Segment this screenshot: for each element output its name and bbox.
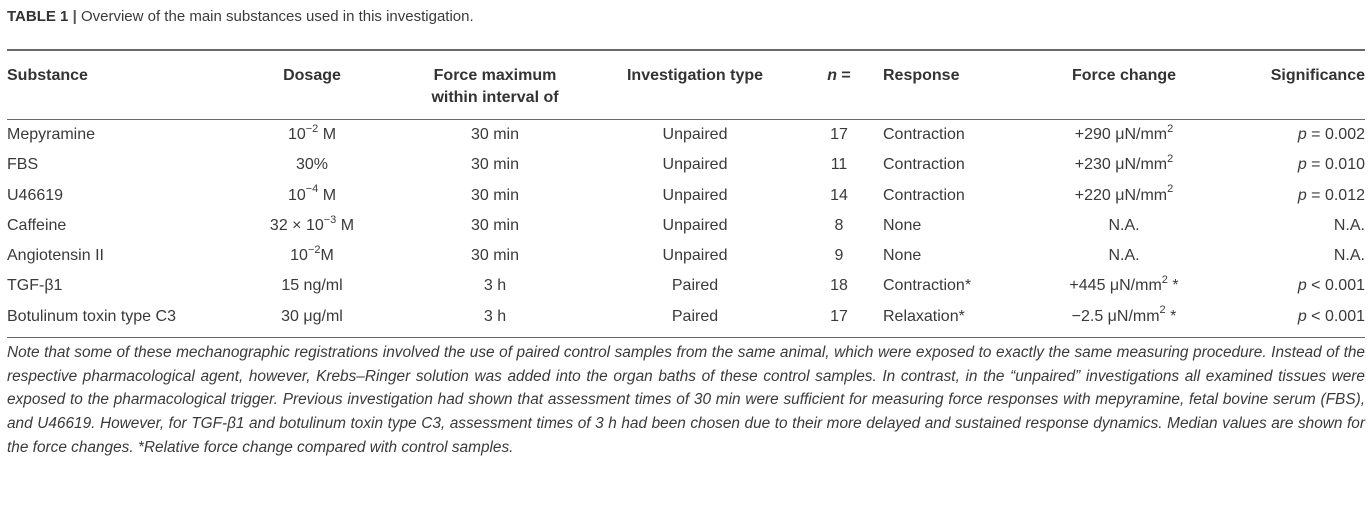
substance-text: Mepyramine [7,126,96,143]
substances-table [7,51,1365,332]
cell-dosage [229,271,395,301]
cell-force-change [1025,211,1223,241]
n-text: 11 [830,156,848,174]
n-text: 14 [830,186,848,204]
significance-value: = 0.010 [1306,156,1365,174]
table-row [7,211,1365,241]
cell-force-change [1025,302,1223,332]
cell-interval [395,211,595,241]
header-n-letter: n [827,67,837,84]
cell-dosage [229,302,395,332]
dosage-base: 10 [287,126,306,143]
dosage-suffix: M [336,216,355,234]
cell-significance [1223,271,1365,301]
header-force-maximum [395,51,595,120]
force-exponent: 2 [1167,152,1174,165]
cell-interval [395,150,595,180]
cell-substance [7,241,229,271]
cell-response [883,302,1025,332]
cell-investigation-type [595,271,795,301]
significance-p: p [1297,186,1307,204]
header-dosage: Dosage [283,67,341,84]
cell-response [883,150,1025,180]
cell-substance [7,181,229,211]
caption-text: Overview of the main substances used in this investigation. [80,8,474,25]
significance-value: < 0.001 [1306,307,1365,325]
dosage-suffix: M [318,186,337,204]
header-force-change: Force change [1071,67,1177,84]
force-exponent: 2 [1167,183,1174,196]
substance-text: TGF-β1 [7,277,63,295]
header-investigation-type: Investigation type [626,67,764,84]
n-text: 9 [834,247,844,265]
cell-significance [1223,150,1365,180]
dosage-exponent: −4 [305,183,319,196]
force-exponent: 2 [1159,304,1166,317]
type-text: Unpaired [662,126,728,143]
force-main: +230 μN/mm [1074,156,1168,174]
table-row [7,241,1365,271]
table-row [7,150,1365,180]
force-main: +220 μN/mm [1074,186,1168,204]
significance-p: p [1297,126,1307,143]
interval-text: 30 min [470,247,520,265]
cell-significance [1223,241,1365,271]
cell-force-change [1025,150,1223,180]
dosage-base: 30 μg/ml [281,307,343,325]
substance-text: Botulinum toxin type C3 [7,307,176,325]
cell-n [795,271,883,301]
cell-force-change [1025,181,1223,211]
caption-separator: | [72,8,77,25]
table-body [7,120,1365,333]
cell-n [795,211,883,241]
header-significance: Significance [1270,67,1365,84]
substance-text: FBS [7,156,39,174]
dosage-exponent: −3 [323,213,337,226]
cell-investigation-type [595,181,795,211]
dosage-exponent: −2 [305,122,319,135]
cell-investigation-type [595,241,795,271]
cell-investigation-type [595,120,795,150]
n-text: 18 [830,277,848,295]
substance-text: U46619 [7,186,64,204]
cell-dosage [229,241,395,271]
cell-interval [395,271,595,301]
significance-p: p [1297,277,1307,295]
header-response: Response [883,67,960,84]
cell-force-change [1025,241,1223,271]
response-text: Contraction [883,126,965,143]
table-row [7,271,1365,301]
cell-dosage [229,120,395,150]
significance-value: = 0.012 [1306,186,1365,204]
significance-p: p [1297,156,1307,174]
cell-force-change [1025,271,1223,301]
bottom-rule [7,337,1365,338]
interval-text: 30 min [470,216,520,234]
cell-substance [7,211,229,241]
table-row [7,181,1365,211]
significance-value: N.A. [1333,216,1365,234]
dosage-exponent: −2 [307,243,321,256]
type-text: Unpaired [662,186,728,204]
cell-investigation-type [595,211,795,241]
type-text: Unpaired [662,247,728,265]
significance-value: < 0.001 [1306,277,1365,295]
cell-interval [395,120,595,150]
cell-response [883,181,1025,211]
interval-text: 3 h [483,307,507,325]
response-text: Contraction* [883,277,972,295]
dosage-base: 32 × 10 [269,216,324,234]
header-force-maximum-line2: within interval of [431,89,559,106]
table-caption [7,6,1365,28]
response-text: Contraction [883,186,965,204]
cell-response [883,211,1025,241]
cell-substance [7,302,229,332]
table-row [7,120,1365,150]
cell-interval [395,302,595,332]
header-force-maximum-line1: Force maximum [433,67,557,84]
cell-substance [7,271,229,301]
response-text: None [883,247,922,265]
cell-n [795,241,883,271]
significance-p: p [1297,307,1307,325]
cell-dosage [229,150,395,180]
response-text: None [883,216,922,234]
substance-text: Angiotensin II [7,247,104,265]
force-main: +445 μN/mm [1069,277,1162,295]
cell-substance [7,150,229,180]
table-label: TABLE 1 [7,8,69,25]
response-text: Contraction [883,156,965,174]
cell-n [795,302,883,332]
cell-n [795,181,883,211]
dosage-base: 10 [287,186,306,204]
force-main: N.A. [1108,216,1140,234]
cell-significance [1223,181,1365,211]
response-text: Relaxation* [883,307,965,325]
force-main: −2.5 μN/mm [1071,307,1160,325]
interval-text: 30 min [470,156,520,174]
substance-text: Caffeine [7,216,67,234]
interval-text: 30 min [470,126,520,143]
cell-interval [395,241,595,271]
cell-n [795,150,883,180]
interval-text: 3 h [483,277,507,295]
cell-dosage [229,211,395,241]
header-substance: Substance [7,67,88,84]
type-text: Unpaired [662,216,728,234]
significance-value: = 0.002 [1306,126,1365,143]
table-figure [7,6,1365,460]
type-text: Paired [671,307,719,325]
table-footnote: Note that some of these mechanographic registrations involved the use of paired control samples from the same animal, which were exposed to exactly the same measuring procedure. Instead of the respective pharmacological agent, however, Krebs–Ringer solution was added into the organ baths of these control samples. In contrast, in the “unpaired” investigations all examined tissues were exposed to the pharmacological trigger. Previous investigation had shown that assessment times of 30 min were sufficient for measuring force responses with mepyramine, fetal bovine serum (FBS), and U46619. However, for TGF-β1 and botulinum toxin type C3, assessment times of 3 h had been chosen due to their more delayed and sustained response dynamics. Median values are shown for the force changes. *Relative force change compared with control samples. [7,344,1365,456]
cell-force-change [1025,120,1223,150]
type-text: Paired [671,277,719,295]
n-text: 17 [830,126,848,143]
force-suffix: * [1165,307,1177,325]
force-exponent: 2 [1167,122,1174,135]
table-row [7,302,1365,332]
cell-investigation-type [595,150,795,180]
interval-text: 30 min [470,186,520,204]
dosage-suffix: M [320,247,334,265]
header-n-suffix: = [836,67,851,84]
force-main: N.A. [1108,247,1140,265]
dosage-base: 15 ng/ml [281,277,343,295]
cell-response [883,241,1025,271]
n-text: 17 [830,307,848,325]
cell-significance [1223,302,1365,332]
force-main: +290 μN/mm [1074,126,1168,143]
cell-significance [1223,211,1365,241]
significance-value: N.A. [1333,247,1365,265]
cell-response [883,120,1025,150]
n-text: 8 [834,216,844,234]
header-n [795,51,883,120]
cell-substance [7,120,229,150]
force-exponent: 2 [1161,274,1168,287]
header-row [7,51,1365,120]
cell-dosage [229,181,395,211]
cell-significance [1223,120,1365,150]
cell-n [795,120,883,150]
cell-interval [395,181,595,211]
dosage-base: 10 [290,247,308,265]
type-text: Unpaired [662,156,728,174]
cell-response [883,271,1025,301]
force-suffix: * [1167,277,1179,295]
dosage-suffix: M [318,126,337,143]
cell-investigation-type [595,302,795,332]
dosage-base: 30% [295,156,329,174]
